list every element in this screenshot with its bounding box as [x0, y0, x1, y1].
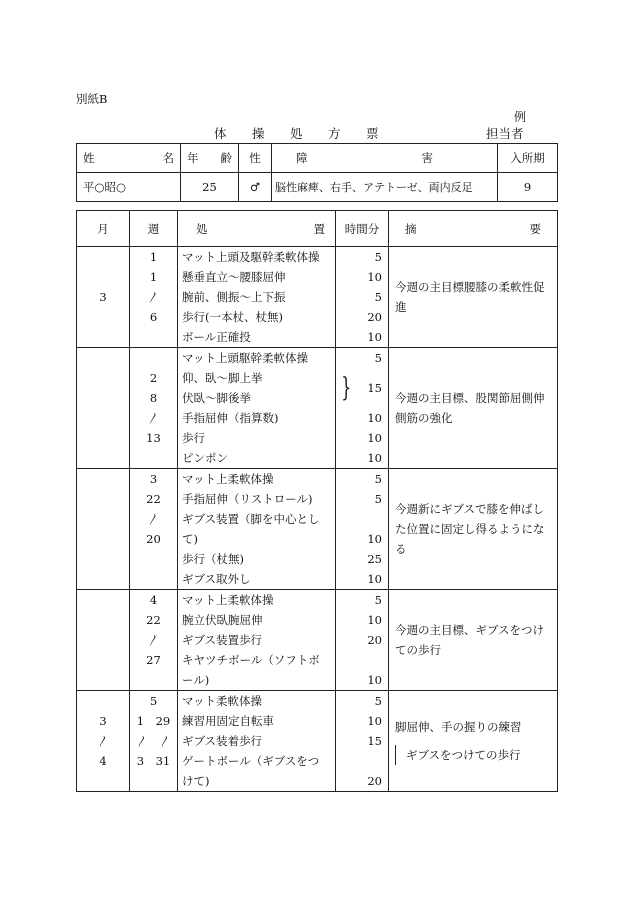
bracketed-note: ギブスをつけての歩行 [395, 745, 551, 765]
list-item: 腕立伏臥腕屈伸 [182, 613, 263, 627]
block-2-month [77, 348, 130, 469]
list-item: 手指屈伸（指算数) [182, 411, 279, 425]
example-label: 例 [514, 110, 527, 124]
patient-info-table [76, 143, 558, 202]
block-1-month: 3 [77, 247, 130, 348]
list-item: ゲートボール（ギブスをつ [182, 754, 320, 768]
list-item: ボール正確投 [182, 330, 251, 344]
procedure-header: 処 置 [178, 211, 336, 247]
list-item: ギブス装着歩行 [182, 734, 263, 748]
schedule-block-1 [77, 247, 558, 348]
exercise-schedule-table [76, 210, 558, 792]
list-item: 歩行(一本杖、杖無) [182, 310, 283, 324]
list-item: 歩行（杖無) [182, 552, 244, 566]
block-5-summary: 脚屈伸、手の握りの練習 ギブスをつけての歩行 [389, 691, 558, 792]
block-3-procedures [178, 469, 336, 590]
block-2-week: 2 8 〳 13 [130, 348, 178, 469]
patient-sex: ♂ [239, 173, 272, 202]
list-item: ピンポン [182, 451, 228, 465]
admission-header: 入所期 [498, 144, 558, 173]
list-item: ギブス取外し [182, 572, 251, 586]
person-in-charge-label: 担当者 [486, 126, 524, 141]
block-3-month [77, 469, 130, 590]
summary-header: 摘 要 [389, 211, 558, 247]
list-item: マット柔軟体操 [182, 694, 263, 708]
list-item: 仰、臥～脚上挙 [182, 371, 263, 385]
disability-header: 障 害 [272, 144, 498, 173]
form-title: 体 操 処 方 票 [214, 126, 379, 141]
schedule-block-2 [77, 348, 558, 469]
list-item: 手指屈伸（リストロール) [182, 492, 313, 506]
list-item: キヤツチボール（ソフトボ [182, 653, 320, 667]
list-item: マット上柔軟体操 [182, 593, 274, 607]
list-item: 練習用固定自転車 [182, 714, 274, 728]
age-header: 年 齢 [181, 144, 239, 173]
block-4-procedures [178, 590, 336, 691]
schedule-block-5 [77, 691, 558, 792]
list-item: 伏臥～脚後挙 [182, 391, 251, 405]
patient-name: 平○昭○ [77, 173, 181, 202]
list-item: ール) [182, 673, 210, 687]
sex-header: 性 [239, 144, 272, 173]
list-item: て) [182, 532, 198, 546]
list-item: マット上頭駆幹柔軟体操 [182, 351, 309, 365]
schedule-header-row [77, 211, 558, 247]
patient-admission: 9 [498, 173, 558, 202]
block-1-summary: 今週の主目標腰膝の柔軟性促進 [389, 247, 558, 348]
minutes-header: 時間分 [336, 211, 389, 247]
block-5-week: 5 1 29 〳 〳 3 31 [130, 691, 178, 792]
list-item: ギブス装置（脚を中心とし [182, 512, 320, 526]
brace-symbol: } [341, 373, 352, 403]
list-item: けて) [182, 774, 210, 788]
patient-disability: 脳性麻痺、右手、アテトーゼ、両内反足 [272, 173, 498, 202]
list-item: マット上柔軟体操 [182, 472, 274, 486]
name-header: 姓 名 [77, 144, 181, 173]
block-1-week: 1 1 〳 6 [130, 247, 178, 348]
schedule-block-4 [77, 590, 558, 691]
schedule-block-3 [77, 469, 558, 590]
block-1-minutes: 5 10 5 20 10 [336, 247, 389, 348]
block-5-month: 3 〳 4 [77, 691, 130, 792]
patient-age: 25 [181, 173, 239, 202]
block-4-summary: 今週の主目標、ギブスをつけての歩行 [389, 590, 558, 691]
block-1-procedures [178, 247, 336, 348]
info-header-row [77, 144, 558, 173]
info-value-row [77, 173, 558, 202]
list-item: ギブス装置歩行 [182, 633, 263, 647]
block-4-month [77, 590, 130, 691]
block-3-week: 3 22 〳 20 [130, 469, 178, 590]
document-label: 別紙B [76, 92, 108, 106]
block-3-minutes: 5 5 10 25 10 [336, 469, 389, 590]
week-header: 週 [130, 211, 178, 247]
block-5-minutes: 5 10 15 20 [336, 691, 389, 792]
block-4-minutes: 5 10 20 10 [336, 590, 389, 691]
block-2-procedures [178, 348, 336, 469]
block-2-minutes: } 5 15 10 10 10 [336, 348, 389, 469]
block-5-procedures [178, 691, 336, 792]
list-item: 懸垂直立～腰膝屈伸 [182, 270, 286, 284]
list-item: マット上頭及駆幹柔軟体操 [182, 250, 320, 264]
block-4-week: 4 22 〳 27 [130, 590, 178, 691]
list-item: 歩行 [182, 431, 205, 445]
month-header: 月 [77, 211, 130, 247]
list-item: 腕前、側振～上下振 [182, 290, 286, 304]
block-2-summary: 今週の主目標、股関節屈側伸側筋の強化 [389, 348, 558, 469]
block-3-summary: 今週新にギブスで膝を伸ばした位置に固定し得るようになる [389, 469, 558, 590]
